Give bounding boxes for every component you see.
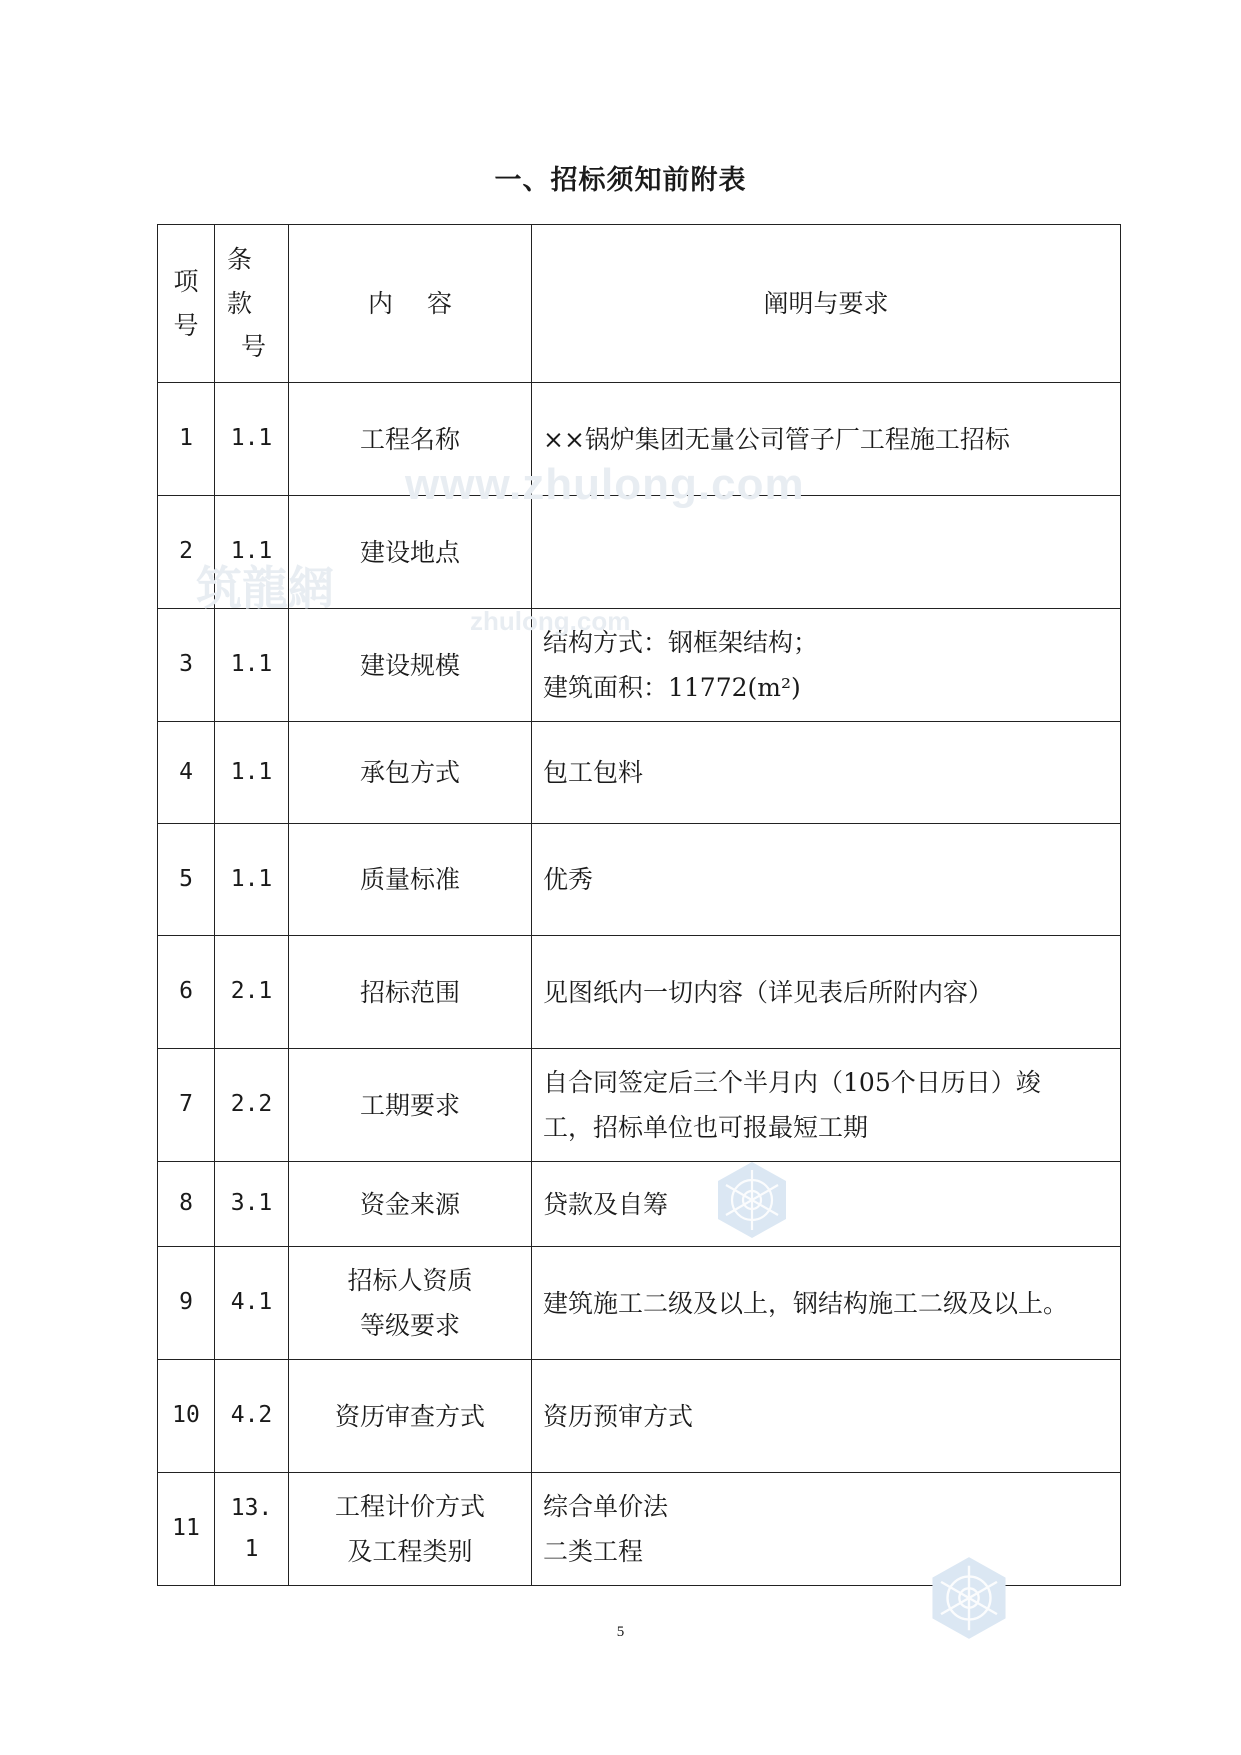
requirement-cell (532, 1360, 1121, 1473)
requirement-cell (532, 824, 1121, 936)
content-cell-line: 等级要求 (359, 1311, 460, 1340)
requirement-cell-line: 结构方式：钢框架结构； (543, 628, 819, 657)
table-row (158, 722, 1121, 824)
watermark-small: zhulong.com (470, 606, 631, 636)
item-number-cell: 10 (158, 1360, 215, 1473)
content-cell-line: 承包方式 (359, 758, 460, 787)
clause-number-cell (215, 1473, 289, 1586)
requirement-cell (532, 496, 1121, 609)
requirement-cell-line: 工，招标单位也可报最短工期 (543, 1113, 869, 1142)
content-cell-line: 工程名称 (359, 424, 460, 454)
item-number-cell: 2 (158, 496, 215, 609)
requirement-cell (532, 1473, 1121, 1586)
table-row (158, 824, 1121, 936)
content-cell-line: 建设规模 (359, 650, 460, 680)
content-cell-line: 招标范围 (359, 977, 460, 1007)
requirement-cell (532, 936, 1121, 1049)
clause-number-cell (215, 1247, 289, 1360)
clause-number-cell-line: 3.1 (230, 1190, 273, 1217)
clause-number-cell-line: 1.1 (230, 538, 273, 565)
header-clause-no: 条 款 号 (215, 225, 289, 383)
item-number-cell: 5 (158, 824, 215, 936)
table-row (158, 936, 1121, 1049)
clause-number-cell-line: 1.1 (230, 651, 273, 678)
requirement-cell (532, 1162, 1121, 1247)
page-title: 一、招标须知前附表 (494, 165, 747, 196)
clause-number-cell-line: 2.1 (230, 978, 273, 1005)
header-item-no: 项 号 (158, 225, 215, 383)
clause-number-cell (215, 936, 289, 1049)
content-cell (289, 936, 532, 1049)
item-number-cell: 6 (158, 936, 215, 1049)
table-row (158, 496, 1121, 609)
header-requirement: 阐明与要求 (532, 225, 1121, 383)
requirement-cell-line: 自合同签定后三个半月内（105个日历日）竣 (543, 1068, 1041, 1097)
requirement-cell-line: 优秀 (543, 865, 594, 894)
content-cell (289, 496, 532, 609)
item-number-cell: 7 (158, 1049, 215, 1162)
content-cell-line: 资金来源 (359, 1189, 460, 1219)
clause-number-cell (215, 383, 289, 496)
clause-number-cell (215, 722, 289, 824)
requirement-cell-line: 贷款及自筹 (543, 1189, 669, 1219)
table-row (158, 1162, 1121, 1247)
watermark-cn: 筑龍網 (196, 561, 334, 615)
clause-number-cell-line: 2.2 (230, 1091, 273, 1118)
clause-number-cell (215, 1360, 289, 1473)
content-cell (289, 1162, 532, 1247)
item-number-cell: 1 (158, 383, 215, 496)
clause-number-cell (215, 496, 289, 609)
clause-number-cell (215, 609, 289, 722)
watermark-url: www.zhulong.com (405, 460, 805, 509)
clause-number-cell-line: 4.2 (230, 1402, 273, 1429)
clause-number-cell-line: 1.1 (230, 865, 273, 892)
content-cell (289, 383, 532, 496)
content-cell-line: 建设地点 (359, 537, 460, 567)
table-row (158, 1247, 1121, 1360)
requirement-cell (532, 1247, 1121, 1360)
table-header-row (158, 225, 1121, 383)
clause-number-cell-line: 1.1 (230, 758, 273, 785)
table-row (158, 1360, 1121, 1473)
clause-number-cell (215, 1162, 289, 1247)
content-cell-line: 资历审查方式 (334, 1401, 485, 1431)
item-number-cell: 4 (158, 722, 215, 824)
table-row (158, 383, 1121, 496)
clause-number-cell-line: 13. (230, 1494, 273, 1521)
item-number-cell: 9 (158, 1247, 215, 1360)
header-content: 内容 (289, 225, 532, 383)
requirement-cell-line: 二类工程 (543, 1537, 644, 1566)
requirement-cell-line: 建筑施工二级及以上，钢结构施工二级及以上。 (543, 1288, 1069, 1318)
requirement-cell (532, 1049, 1121, 1162)
requirement-cell-line: 包工包料 (543, 758, 644, 787)
requirement-cell-line: ××锅炉集团无量公司管子厂工程施工招标 (543, 424, 1010, 454)
content-cell (289, 1247, 532, 1360)
requirement-cell-line: 资历预审方式 (543, 1401, 694, 1431)
item-number-cell: 11 (158, 1473, 215, 1586)
content-cell-line: 工期要求 (359, 1090, 460, 1120)
content-cell (289, 609, 532, 722)
table-row (158, 609, 1121, 722)
content-cell-line: 及工程类别 (347, 1537, 473, 1566)
requirement-cell-line: 综合单价法 (543, 1492, 669, 1521)
content-cell (289, 1360, 532, 1473)
clause-number-cell (215, 1049, 289, 1162)
content-cell (289, 824, 532, 936)
content-cell-line: 质量标准 (359, 865, 460, 894)
page-number: 5 (616, 1624, 625, 1640)
content-cell-line: 招标人资质 (347, 1266, 473, 1295)
content-cell (289, 722, 532, 824)
requirement-cell (532, 609, 1121, 722)
clause-number-cell-line: 1 (244, 1536, 259, 1562)
content-cell (289, 1049, 532, 1162)
clause-number-cell-line: 4.1 (230, 1289, 273, 1316)
bid-notice-table (157, 224, 1121, 1586)
requirement-cell-line: 建筑面积：11772(m²) (543, 673, 801, 702)
requirement-cell (532, 722, 1121, 824)
clause-number-cell-line: 1.1 (230, 425, 273, 452)
table-row (158, 1049, 1121, 1162)
table-row (158, 1473, 1121, 1586)
requirement-cell-line: 见图纸内一切内容（详见表后所附内容） (543, 977, 994, 1007)
content-cell (289, 1473, 532, 1586)
item-number-cell: 3 (158, 609, 215, 722)
clause-number-cell (215, 824, 289, 936)
item-number-cell: 8 (158, 1162, 215, 1247)
content-cell-line: 工程计价方式 (334, 1492, 485, 1521)
requirement-cell (532, 383, 1121, 496)
